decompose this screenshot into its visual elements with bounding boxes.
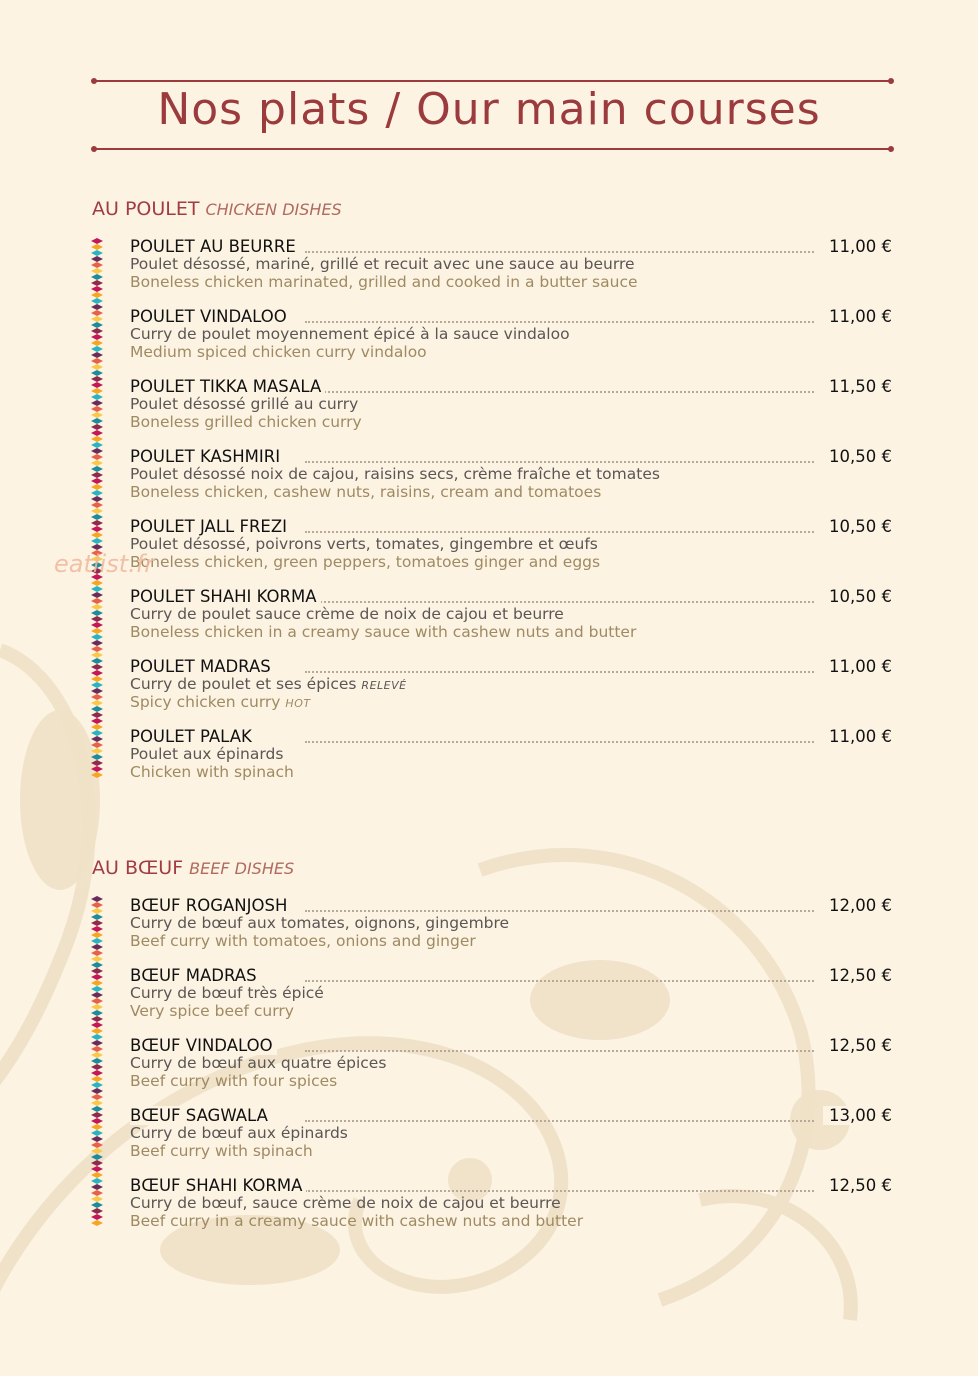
dish-name: POULET KASHMIRI: [130, 447, 284, 466]
leader-dots: [305, 1190, 814, 1192]
dish-price: 11,00 €: [823, 657, 892, 676]
menu-item: [130, 517, 892, 577]
dish-name: BŒUF VINDALOO: [130, 1036, 277, 1055]
dish-description-fr-text: Curry de poulet et ses épices: [130, 675, 357, 693]
dish-name: POULET SHAHI KORMA: [130, 587, 321, 606]
dish-description-en: Beef curry in a creamy sauce with cashew nuts and butter: [130, 1212, 584, 1230]
section-title-en: BEEF DISHES: [189, 859, 295, 878]
leader-dots: [305, 391, 814, 393]
leader-dots: [305, 1050, 814, 1052]
menu-item: [130, 587, 892, 647]
watermark: eatlist.fr: [54, 550, 155, 578]
dish-price: 11,00 €: [823, 727, 892, 746]
leader-dots: [305, 531, 814, 533]
dish-description-fr: Curry de bœuf, sauce crème de noix de cajou et beurre: [130, 1194, 561, 1212]
dish-name: POULET TIKKA MASALA: [130, 377, 325, 396]
section-heading-beef: [92, 857, 294, 879]
dish-description-en: Beef curry with four spices: [130, 1072, 338, 1090]
section-title-en: CHICKEN DISHES: [205, 200, 342, 219]
section-title-fr: AU POULET: [92, 198, 200, 220]
menu-item: [130, 1176, 892, 1236]
dish-description-en: Boneless chicken, green peppers, tomatoes ginger and eggs: [130, 553, 601, 571]
dish-description-en: Boneless chicken in a creamy sauce with cashew nuts and butter: [130, 623, 637, 641]
leader-dots: [305, 980, 814, 982]
dish-price: 10,50 €: [823, 517, 892, 536]
menu-item: [130, 966, 892, 1026]
leader-dots: [305, 601, 814, 603]
leader-dots: [305, 671, 814, 673]
dish-description-fr: Poulet aux épinards: [130, 745, 284, 763]
dish-description-en: Beef curry with spinach: [130, 1142, 313, 1160]
dish-description-en: Medium spiced chicken curry vindaloo: [130, 343, 427, 361]
spice-tag-en: HOT: [285, 697, 311, 710]
dish-price: 12,50 €: [823, 966, 892, 985]
dish-name: BŒUF ROGANJOSH: [130, 896, 291, 915]
dish-price: 10,50 €: [823, 587, 892, 606]
dish-price: 11,00 €: [823, 307, 892, 326]
dish-description-fr: Curry de poulet sauce crème de noix de cajou et beurre: [130, 605, 564, 623]
dish-description-fr: Curry de bœuf aux épinards: [130, 1124, 348, 1142]
dish-price: 12,50 €: [823, 1176, 892, 1195]
leader-dots: [305, 251, 814, 253]
menu-item: [130, 377, 892, 437]
leader-dots: [305, 461, 814, 463]
dish-description-en-text: Spicy chicken curry: [130, 693, 281, 711]
dish-description-fr: Poulet désossé noix de cajou, raisins secs, crème fraîche et tomates: [130, 465, 660, 483]
dish-price: 12,00 €: [823, 896, 892, 915]
menu-item: [130, 1106, 892, 1166]
dish-price: 13,00 €: [823, 1106, 892, 1125]
dish-name: BŒUF MADRAS: [130, 966, 261, 985]
dish-name: POULET MADRAS: [130, 657, 275, 676]
section-heading-chicken: [92, 198, 342, 220]
leader-dots: [305, 910, 814, 912]
dish-description-en: [130, 693, 311, 711]
menu-item: [130, 727, 892, 787]
leader-dots: [305, 321, 814, 323]
dish-description-fr: Poulet désossé grillé au curry: [130, 395, 359, 413]
dish-description-en: Chicken with spinach: [130, 763, 294, 781]
dish-description-fr: Poulet désossé, poivrons verts, tomates, gingembre et œufs: [130, 535, 598, 553]
dish-price: 11,50 €: [823, 377, 892, 396]
decorative-colored-strip: [90, 238, 104, 780]
dish-description-fr: Curry de bœuf aux tomates, oignons, gingembre: [130, 914, 510, 932]
page-title: Nos plats / Our main courses: [157, 84, 821, 135]
dish-description-en: Very spice beef curry: [130, 1002, 294, 1020]
menu-item: [130, 447, 892, 507]
dish-name: POULET JALL FREZI: [130, 517, 291, 536]
menu-item: [130, 896, 892, 956]
dish-name: POULET PALAK: [130, 727, 256, 746]
leader-dots: [305, 741, 814, 743]
dish-description-en: Boneless chicken marinated, grilled and cooked in a butter sauce: [130, 273, 638, 291]
dish-description-en: Boneless grilled chicken curry: [130, 413, 362, 431]
menu-item: [130, 1036, 892, 1096]
dish-description-en: Beef curry with tomatoes, onions and ginger: [130, 932, 476, 950]
leader-dots: [305, 1120, 814, 1122]
dish-price: 11,00 €: [823, 237, 892, 256]
title-bottom-divider: [94, 148, 891, 150]
dish-description-fr: Poulet désossé, mariné, grillé et recuit avec une sauce au beurre: [130, 255, 635, 273]
dish-name: BŒUF SHAHI KORMA: [130, 1176, 306, 1195]
decorative-colored-strip: [90, 896, 104, 1228]
dish-description-en: Boneless chicken, cashew nuts, raisins, cream and tomatoes: [130, 483, 602, 501]
menu-item: [130, 237, 892, 297]
dish-name: POULET VINDALOO: [130, 307, 291, 326]
menu-item: [130, 307, 892, 367]
dish-description-fr: Curry de poulet moyennement épicé à la sauce vindaloo: [130, 325, 570, 343]
dish-price: 12,50 €: [823, 1036, 892, 1055]
section-title-fr: AU BŒUF: [92, 857, 184, 879]
menu-item: [130, 657, 892, 717]
top-divider: [94, 80, 891, 82]
dish-name: POULET AU BEURRE: [130, 237, 300, 256]
dish-price: 10,50 €: [823, 447, 892, 466]
dish-description-fr: [130, 675, 407, 693]
spice-tag-fr: RELEVÉ: [361, 679, 407, 692]
dish-description-fr: Curry de bœuf très épicé: [130, 984, 324, 1002]
dish-name: BŒUF SAGWALA: [130, 1106, 272, 1125]
dish-description-fr: Curry de bœuf aux quatre épices: [130, 1054, 387, 1072]
